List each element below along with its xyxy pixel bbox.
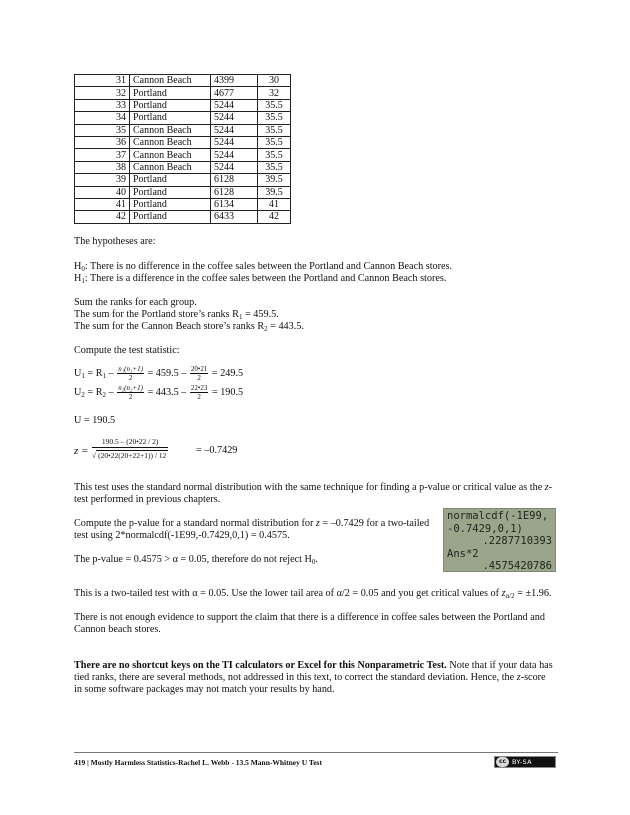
z-fraction [92, 437, 168, 460]
store-name: Portland [130, 112, 211, 124]
rank-value: 35.5 [258, 136, 291, 148]
decision-text: The p-value = 0.4575 > α = 0.05, therefore do not reject $H_0$. [74, 554, 318, 566]
hypotheses-intro: The hypotheses are: [74, 236, 156, 247]
statistic-intro: Compute the test statistic: [74, 345, 180, 356]
store-name: Cannon Beach [130, 149, 211, 161]
row-number: 33 [75, 99, 130, 111]
normal-distribution-text-2: test performed in previous chapters. [74, 494, 221, 505]
footer-divider [74, 752, 558, 753]
sum-intro: Sum the ranks for each group. [74, 297, 197, 308]
note-text-3: in some software packages may not match your results by hand. [74, 684, 335, 695]
store-name: Portland [130, 87, 211, 99]
row-number: 35 [75, 124, 130, 136]
pvalue-text-2: test using 2*normalcdf(-1E99,-0.7429,0,1) = 0.4575. [74, 530, 290, 541]
row-number: 41 [75, 198, 130, 210]
z-lhs: z = [74, 445, 89, 457]
table-row [75, 136, 291, 148]
u2-fraction-values: $\frac{22•23}{2}$ [190, 384, 208, 401]
z-result: = –0.7429 [196, 445, 238, 456]
rank-value: 32 [258, 87, 291, 99]
pvalue-text: Compute the p-value for a standard normal distribution for z = –0.7429 for a two-tailed [74, 518, 430, 529]
table-row [75, 124, 291, 136]
rank-value: 30 [258, 75, 291, 87]
null-hypothesis: $H_0$: There is no difference in the coffee sales between the Portland and Cannon Beach stores. [74, 261, 453, 273]
table-row [75, 112, 291, 124]
store-name: Portland [130, 198, 211, 210]
conclusion-text: There is not enough evidence to support the claim that there is a difference in coffee sales between the Portland and [74, 612, 545, 623]
creative-commons-icon: cc [496, 757, 509, 767]
store-name: Portland [130, 174, 211, 186]
row-number: 31 [75, 75, 130, 87]
sales-value: 5244 [211, 99, 258, 111]
store-name: Cannon Beach [130, 124, 211, 136]
sales-value: 5244 [211, 112, 258, 124]
u2-fraction-n: $\frac{\text{n₂(n₂+1)}}{2}$ [118, 384, 143, 401]
sum-cannon-beach: The sum for the Cannon Beach store’s ranks $R_2 = 443.5$. [74, 321, 304, 333]
u2-equation: $U_2 = R_2$ – $\frac{\text{n₂(n₂+1)}}{2}$ = 443.5 – $\frac{22•23}{2}$ = 190.5 [74, 384, 244, 401]
row-number: 40 [75, 186, 130, 198]
store-name: Cannon Beach [130, 136, 211, 148]
sales-value: 4399 [211, 75, 258, 87]
calculator-screen [443, 508, 556, 572]
row-number: 36 [75, 136, 130, 148]
alternative-hypothesis: $H_1$: There is a difference in the coffee sales between the Portland and Cannon Beach stores. [74, 273, 447, 285]
cc-license-badge [494, 756, 556, 768]
row-number: 39 [75, 174, 130, 186]
rank-value: 42 [258, 211, 291, 223]
z-denominator: √ (20•22(20+22+1)) / 12 [92, 451, 167, 460]
table-row [75, 161, 291, 173]
row-number: 32 [75, 87, 130, 99]
table-row [75, 75, 291, 87]
row-number: 38 [75, 161, 130, 173]
sum-portland: The sum for the Portland store’s ranks $R_1 = 459.5$. [74, 309, 279, 321]
rank-value: 35.5 [258, 124, 291, 136]
license-label: BY-SA [512, 757, 532, 766]
row-number: 37 [75, 149, 130, 161]
sales-value: 5244 [211, 149, 258, 161]
rank-value: 35.5 [258, 99, 291, 111]
store-name: Cannon Beach [130, 75, 211, 87]
calc-line-3: .2287710393 [482, 535, 552, 547]
sales-value: 5244 [211, 124, 258, 136]
table-row [75, 186, 291, 198]
calc-line-1: normalcdf(-1E99, [447, 510, 549, 522]
table-row [75, 87, 291, 99]
store-name: Portland [130, 99, 211, 111]
normal-distribution-text: This test uses the standard normal distribution with the same technique for finding a p-value or critical value as the z- [74, 482, 553, 493]
row-number: 42 [75, 211, 130, 223]
page-footer: 419 | Mostly Harmless Statistics-Rachel L. Webb - 13.5 Mann-Whitney U Test [74, 758, 322, 767]
table-row [75, 211, 291, 223]
note-text: There are no shortcut keys on the TI calculators or Excel for this Nonparametric Test. Note that if your data has [74, 660, 553, 671]
calc-line-5: .4575420786 [482, 560, 552, 572]
u-value: U = 190.5 [74, 415, 116, 426]
table-row [75, 174, 291, 186]
z-numerator: 190.5 – (20•22 / 2) [92, 437, 168, 448]
rank-value: 41 [258, 198, 291, 210]
rank-value: 35.5 [258, 161, 291, 173]
critical-value-text: This is a two-tailed test with α = 0.05. Use the lower tail area of α/2 = 0.05 and you get critical values of $z_{\alpha/2} = \pm 1.96$. [74, 588, 552, 600]
rank-value: 39.5 [258, 186, 291, 198]
store-name: Portland [130, 211, 211, 223]
u1-fraction-values: $\frac{20•21}{2}$ [190, 365, 208, 382]
sales-value: 6128 [211, 186, 258, 198]
row-number: 34 [75, 112, 130, 124]
rank-table-body [75, 75, 291, 224]
calc-line-4: Ans*2 [447, 547, 479, 560]
sales-value: 6433 [211, 211, 258, 223]
rank-table [74, 74, 291, 224]
sales-value: 4677 [211, 87, 258, 99]
table-row [75, 198, 291, 210]
table-row [75, 149, 291, 161]
u1-equation: $U_1 = R_1$ – $\frac{\text{n₁(n₁+1)}}{2}$ = 459.5 – $\frac{20•21}{2}$ = 249.5 [74, 365, 244, 382]
sales-value: 6128 [211, 174, 258, 186]
rank-value: 35.5 [258, 149, 291, 161]
u1-fraction-n: $\frac{\text{n₁(n₁+1)}}{2}$ [118, 365, 143, 382]
store-name: Portland [130, 186, 211, 198]
store-name: Cannon Beach [130, 161, 211, 173]
sales-value: 5244 [211, 136, 258, 148]
sales-value: 6134 [211, 198, 258, 210]
rank-value: 39.5 [258, 174, 291, 186]
sales-value: 5244 [211, 161, 258, 173]
table-row [75, 99, 291, 111]
rank-value: 35.5 [258, 112, 291, 124]
note-text-2: tied ranks, there are several methods, not addressed in this text, to correct the standard deviation. Hence, the z-score [74, 672, 546, 683]
calc-line-2: -0.7429,0,1) [447, 522, 523, 535]
conclusion-text-2: Cannon beach stores. [74, 624, 161, 635]
